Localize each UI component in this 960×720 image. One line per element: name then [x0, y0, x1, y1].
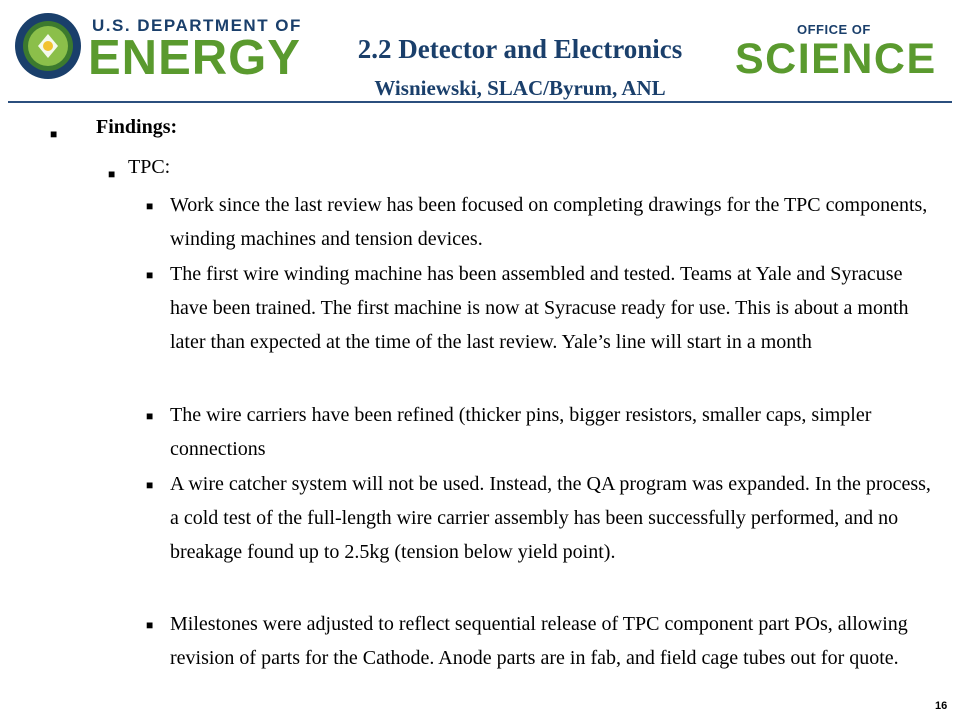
page-number: 16: [935, 700, 948, 712]
bullet-icon: ■: [146, 478, 154, 492]
finding-item: The wire carriers have been refined (thicker pins, bigger resistors, smaller caps, simpler connections: [170, 404, 872, 460]
office-of-label: OFFICE OF: [797, 22, 871, 37]
finding-item: Milestones were adjusted to reflect sequential release of TPC component part POs, allowing revision of parts for the Cathode. Anode parts are in fab, and field cage tubes out for quote.: [170, 613, 908, 669]
doe-wordmark-top: U.S. DEPARTMENT OF: [92, 16, 302, 35]
bullet-icon: ■: [146, 409, 154, 423]
findings-heading: Findings:: [96, 116, 178, 138]
finding-item: Work since the last review has been focused on completing drawings for the TPC components, winding machines and tension devices.: [170, 194, 928, 250]
slide-subtitle: Wisniewski, SLAC/Byrum, ANL: [374, 76, 666, 100]
slide-header: [0, 0, 960, 100]
finding-item: A wire catcher system will not be used. Instead, the QA program was expanded. In the process, a cold test of the full-length wire carrier assembly has been successfully performed, and no breakage found up to 2.5kg (tension below yield point).: [170, 473, 931, 563]
bullet-icon: ■: [108, 167, 116, 181]
bullet-icon: ■: [146, 268, 154, 282]
doe-wordmark-energy: ENERGY: [88, 31, 301, 85]
science-wordmark: SCIENCE: [735, 35, 937, 83]
tpc-subheading: TPC:: [128, 156, 171, 178]
bullet-icon: ■: [146, 618, 154, 632]
bullet-icon: ■: [50, 127, 58, 141]
finding-item: The first wire winding machine has been assembled and tested. Teams at Yale and Syracuse have been trained. The first machine is now at Syracuse ready for use. This is about a month later than expected at the time of the last review. Yale’s line will start in a month: [170, 263, 909, 353]
doe-seal-logo: [14, 12, 82, 80]
slide-title: 2.2 Detector and Electronics: [357, 34, 683, 64]
bullet-icon: ■: [146, 199, 154, 213]
header-divider: [8, 101, 952, 103]
